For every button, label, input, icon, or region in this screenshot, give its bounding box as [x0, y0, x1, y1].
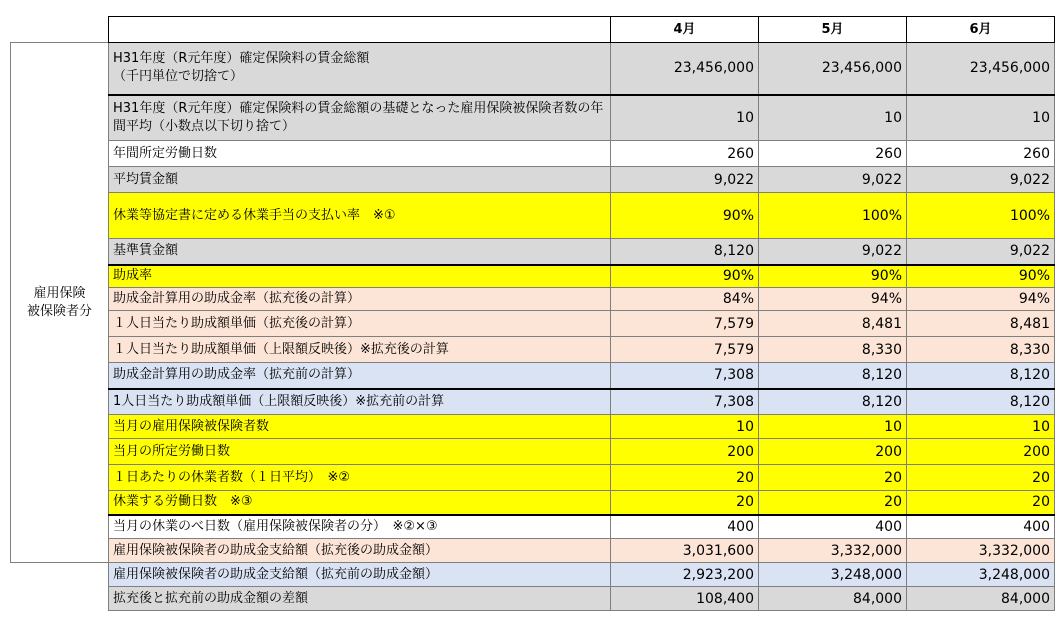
table-row — [11, 491, 1055, 515]
table-row — [11, 587, 1055, 611]
row-label: 1人日当たり助成額単価（上限額反映後）※拡充前の計算 — [109, 389, 611, 415]
value-cell: 20 — [611, 465, 759, 491]
value-cell: 200 — [759, 439, 907, 465]
value-cell: 94% — [759, 288, 907, 311]
value-cell: 3,332,000 — [759, 539, 907, 563]
row-label: 当月の所定労働日数 — [109, 439, 611, 465]
group-label-employment-insured: 雇用保険 被保険者分 — [11, 43, 109, 563]
value-cell: 90% — [907, 265, 1055, 288]
row-label: H31年度（R元年度）確定保険料の賃金総額の基礎となった雇用保険被保険者数の年間平均（小数点以下切り捨て） — [109, 95, 611, 141]
value-cell: 20 — [759, 491, 907, 515]
value-cell: 8,120 — [907, 363, 1055, 389]
value-cell: 400 — [611, 515, 759, 539]
table-row — [11, 239, 1055, 265]
outside-blank — [11, 587, 109, 611]
value-cell: 8,481 — [759, 311, 907, 337]
value-cell: 23,456,000 — [907, 43, 1055, 95]
value-cell: 20 — [907, 465, 1055, 491]
value-cell: 10 — [759, 415, 907, 439]
month-header: 6月 — [907, 17, 1055, 43]
row-label: 休業する労働日数 ※③ — [109, 491, 611, 515]
table-row — [11, 465, 1055, 491]
value-cell: 8,330 — [907, 337, 1055, 363]
row-label: １人日当たり助成額単価（拡充後の計算） — [109, 311, 611, 337]
value-cell: 10 — [907, 415, 1055, 439]
value-cell: 260 — [759, 141, 907, 167]
row-label: 平均賃金額 — [109, 167, 611, 193]
value-cell: 9,022 — [907, 239, 1055, 265]
table-row — [11, 563, 1055, 587]
table-row — [11, 141, 1055, 167]
row-label: １日あたりの休業者数（１日平均） ※② — [109, 465, 611, 491]
value-cell: 90% — [759, 265, 907, 288]
value-cell: 400 — [907, 515, 1055, 539]
value-cell: 23,456,000 — [759, 43, 907, 95]
value-cell: 8,120 — [611, 239, 759, 265]
table-row — [11, 337, 1055, 363]
value-cell: 94% — [907, 288, 1055, 311]
month-header: 4月 — [611, 17, 759, 43]
value-cell: 8,120 — [907, 389, 1055, 415]
value-cell: 23,456,000 — [611, 43, 759, 95]
value-cell: 2,923,200 — [611, 563, 759, 587]
table-row — [11, 167, 1055, 193]
row-label: 雇用保険被保険者の助成金支給額（拡充後の助成金額） — [109, 539, 611, 563]
subsidy-calculation-sheet — [10, 16, 1055, 611]
value-cell: 3,332,000 — [907, 539, 1055, 563]
table-row — [11, 363, 1055, 389]
value-cell: 3,248,000 — [759, 563, 907, 587]
row-label: H31年度（R元年度）確定保険料の賃金総額 （千円単位で切捨て） — [109, 43, 611, 95]
table-row — [11, 389, 1055, 415]
value-cell: 20 — [907, 491, 1055, 515]
value-cell: 10 — [611, 95, 759, 141]
value-cell: 9,022 — [907, 167, 1055, 193]
table-row — [11, 193, 1055, 239]
value-cell: 84,000 — [907, 587, 1055, 611]
value-cell: 9,022 — [759, 167, 907, 193]
row-label: 基準賃金額 — [109, 239, 611, 265]
table-row — [11, 415, 1055, 439]
outside-blank — [11, 563, 109, 587]
value-cell: 100% — [759, 193, 907, 239]
value-cell: 9,022 — [759, 239, 907, 265]
value-cell: 7,308 — [611, 363, 759, 389]
table-row — [11, 515, 1055, 539]
header-row — [11, 17, 1055, 43]
row-label: 助成金計算用の助成金率（拡充後の計算） — [109, 288, 611, 311]
value-cell: 84,000 — [759, 587, 907, 611]
value-cell: 108,400 — [611, 587, 759, 611]
subsidy-table — [10, 16, 1055, 611]
row-label: 年間所定労働日数 — [109, 141, 611, 167]
row-label: 助成率 — [109, 265, 611, 288]
value-cell: 8,481 — [907, 311, 1055, 337]
value-cell: 260 — [907, 141, 1055, 167]
table-row — [11, 288, 1055, 311]
value-cell: 84% — [611, 288, 759, 311]
row-label: １人日当たり助成額単価（上限額反映後）※拡充後の計算 — [109, 337, 611, 363]
row-label: 助成金計算用の助成金率（拡充前の計算） — [109, 363, 611, 389]
row-label: 雇用保険被保険者の助成金支給額（拡充前の助成金額） — [109, 563, 611, 587]
value-cell: 7,579 — [611, 337, 759, 363]
value-cell: 3,031,600 — [611, 539, 759, 563]
value-cell: 10 — [611, 415, 759, 439]
table-row — [11, 95, 1055, 141]
value-cell: 7,308 — [611, 389, 759, 415]
table-row — [11, 539, 1055, 563]
table-row — [11, 311, 1055, 337]
value-cell: 7,579 — [611, 311, 759, 337]
corner-blank — [11, 17, 109, 43]
value-cell: 100% — [907, 193, 1055, 239]
value-cell: 8,120 — [759, 363, 907, 389]
value-cell: 3,248,000 — [907, 563, 1055, 587]
table-row — [11, 265, 1055, 288]
value-cell: 8,120 — [759, 389, 907, 415]
value-cell: 90% — [611, 265, 759, 288]
value-cell: 200 — [907, 439, 1055, 465]
value-cell: 9,022 — [611, 167, 759, 193]
value-cell: 10 — [759, 95, 907, 141]
table-row — [11, 43, 1055, 95]
row-label: 当月の雇用保険被保険者数 — [109, 415, 611, 439]
value-cell: 200 — [611, 439, 759, 465]
value-cell: 400 — [759, 515, 907, 539]
value-cell: 20 — [759, 465, 907, 491]
value-cell: 10 — [907, 95, 1055, 141]
row-label: 休業等協定書に定める休業手当の支払い率 ※① — [109, 193, 611, 239]
row-label: 当月の休業のべ日数（雇用保険被保険者の分） ※②×③ — [109, 515, 611, 539]
value-cell: 260 — [611, 141, 759, 167]
month-header: 5月 — [759, 17, 907, 43]
value-cell: 90% — [611, 193, 759, 239]
value-cell: 20 — [611, 491, 759, 515]
table-row — [11, 439, 1055, 465]
header-label-blank — [109, 17, 611, 43]
row-label: 拡充後と拡充前の助成金額の差額 — [109, 587, 611, 611]
value-cell: 8,330 — [759, 337, 907, 363]
